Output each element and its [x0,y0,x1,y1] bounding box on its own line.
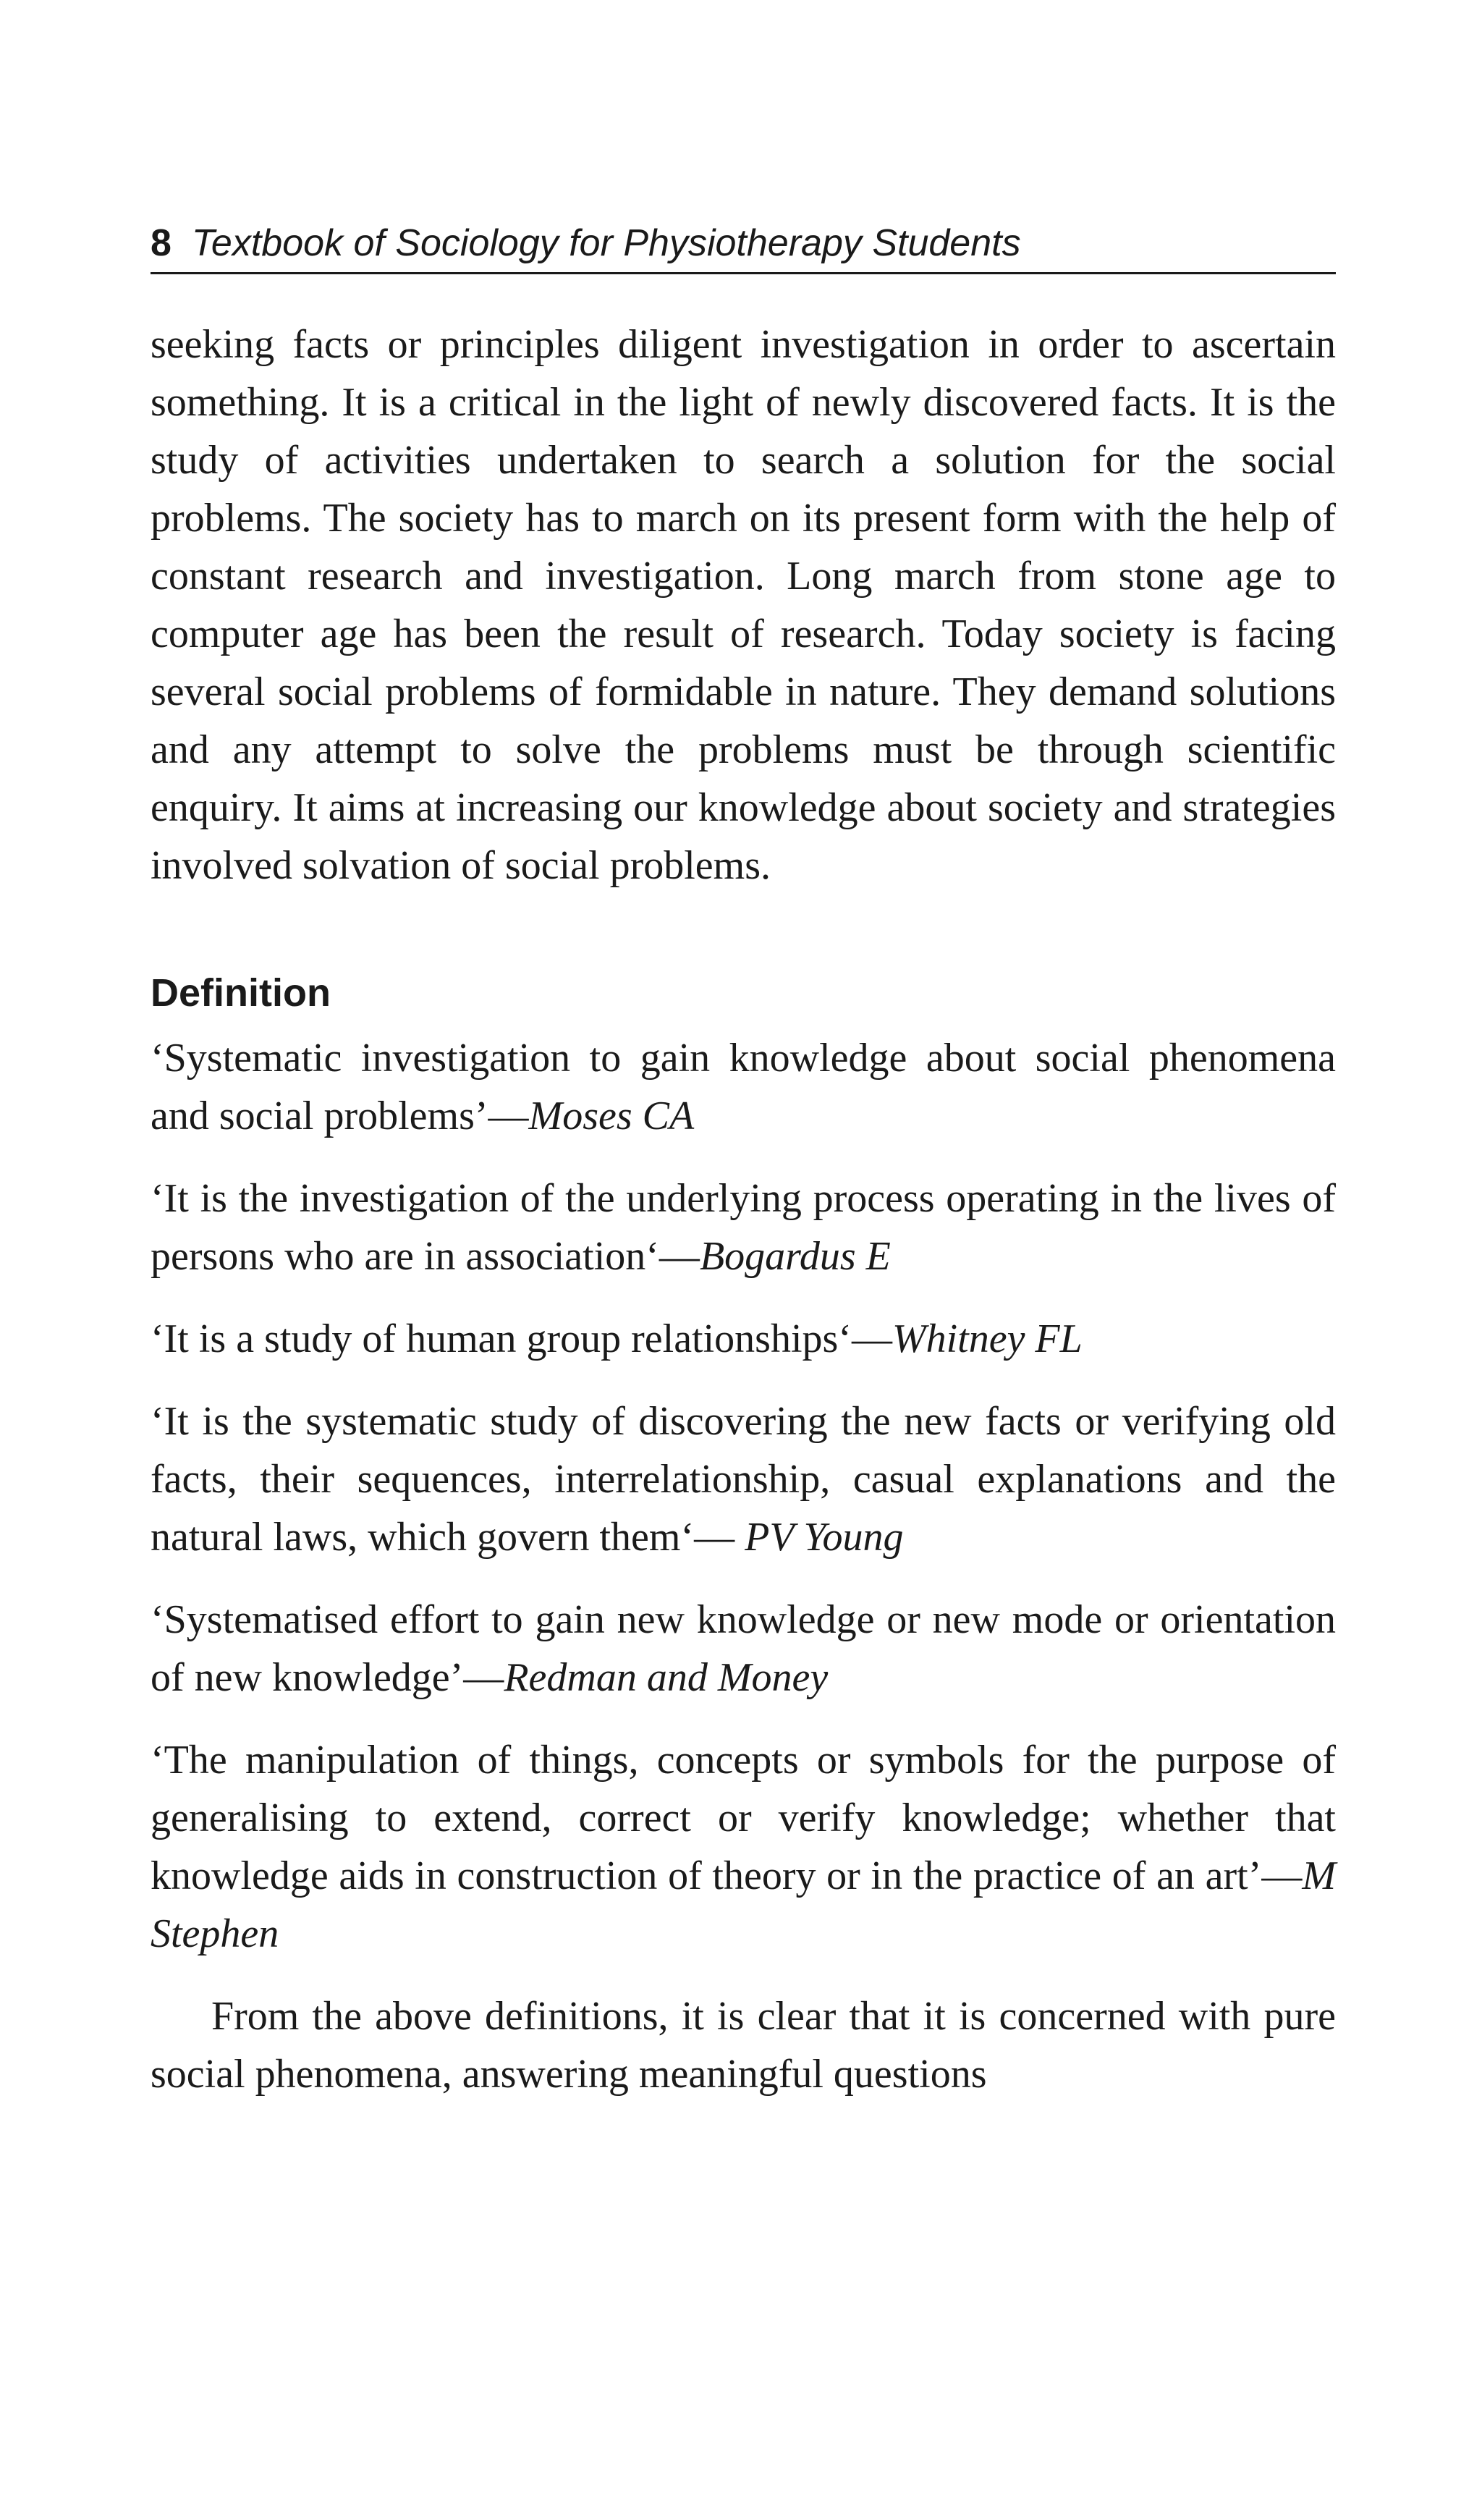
definition-item [151,1029,1336,1145]
section-heading: Definition [151,971,331,1015]
definition-quote: ‘Systematic investigation to gain knowledge about social phenomena and social problems’— [151,1036,1336,1138]
conclusion-paragraph: From the above definitions, it is clear that it is concerned with pure social phenomena, answering meaningful questions [151,1994,1336,2097]
definition-author: M Stephen [151,1853,1336,1956]
running-header [151,214,1336,274]
definition-item [151,1310,1336,1368]
definition-quote: ‘Systematised effort to gain new knowledge or new mode or orientation of new knowledge’— [151,1597,1336,1700]
definition-author: Whitney FL [892,1316,1083,1361]
definition-item [151,1392,1336,1566]
definition-quote: ‘It is a study of human group relationships‘— [151,1316,892,1361]
definition-quote: ‘The manipulation of things, concepts or symbols for the purpose of generalising to extend, correct or verify knowledge; whether that knowledge aids in construction of theory or in the practice of an art’— [151,1738,1336,1898]
definition-quote: ‘It is the systematic study of discovering the new facts or verifying old facts, their sequences, interrelationship, casual explanations and the natural laws, which govern them‘— [151,1399,1336,1560]
definition-quote: ‘It is the investigation of the underlying process operating in the lives of persons who are in association‘— [151,1176,1336,1279]
book-title: Textbook of Sociology for Physiotherapy Students [191,222,1021,264]
definition-author: Moses CA [528,1094,695,1138]
intro-paragraph: seeking facts or principles diligent investigation in order to ascertain something. It is a critical in the light of newly discovered facts. It is the study of activities undertaken to search a solution for the social problems. The society has to march on its present form with the help of constant research and investigation. Long march from stone age to computer age has been the result of research. Today society is facing several social problems of formidable in nature. They demand solutions and any attempt to solve the problems must be through scientific enquiry. It aims at increasing our knowledge about society and strategies involved solvation of social problems. [151,322,1336,888]
definition-item [151,1731,1336,1963]
definition-author: Bogardus E [699,1234,891,1279]
page-body [151,316,1336,2103]
definition-item [151,1170,1336,1285]
definition-author: PV Young [745,1515,904,1560]
definition-author: Redman and Money [504,1655,829,1700]
page-number: 8 [151,222,172,264]
definition-item [151,1591,1336,1707]
